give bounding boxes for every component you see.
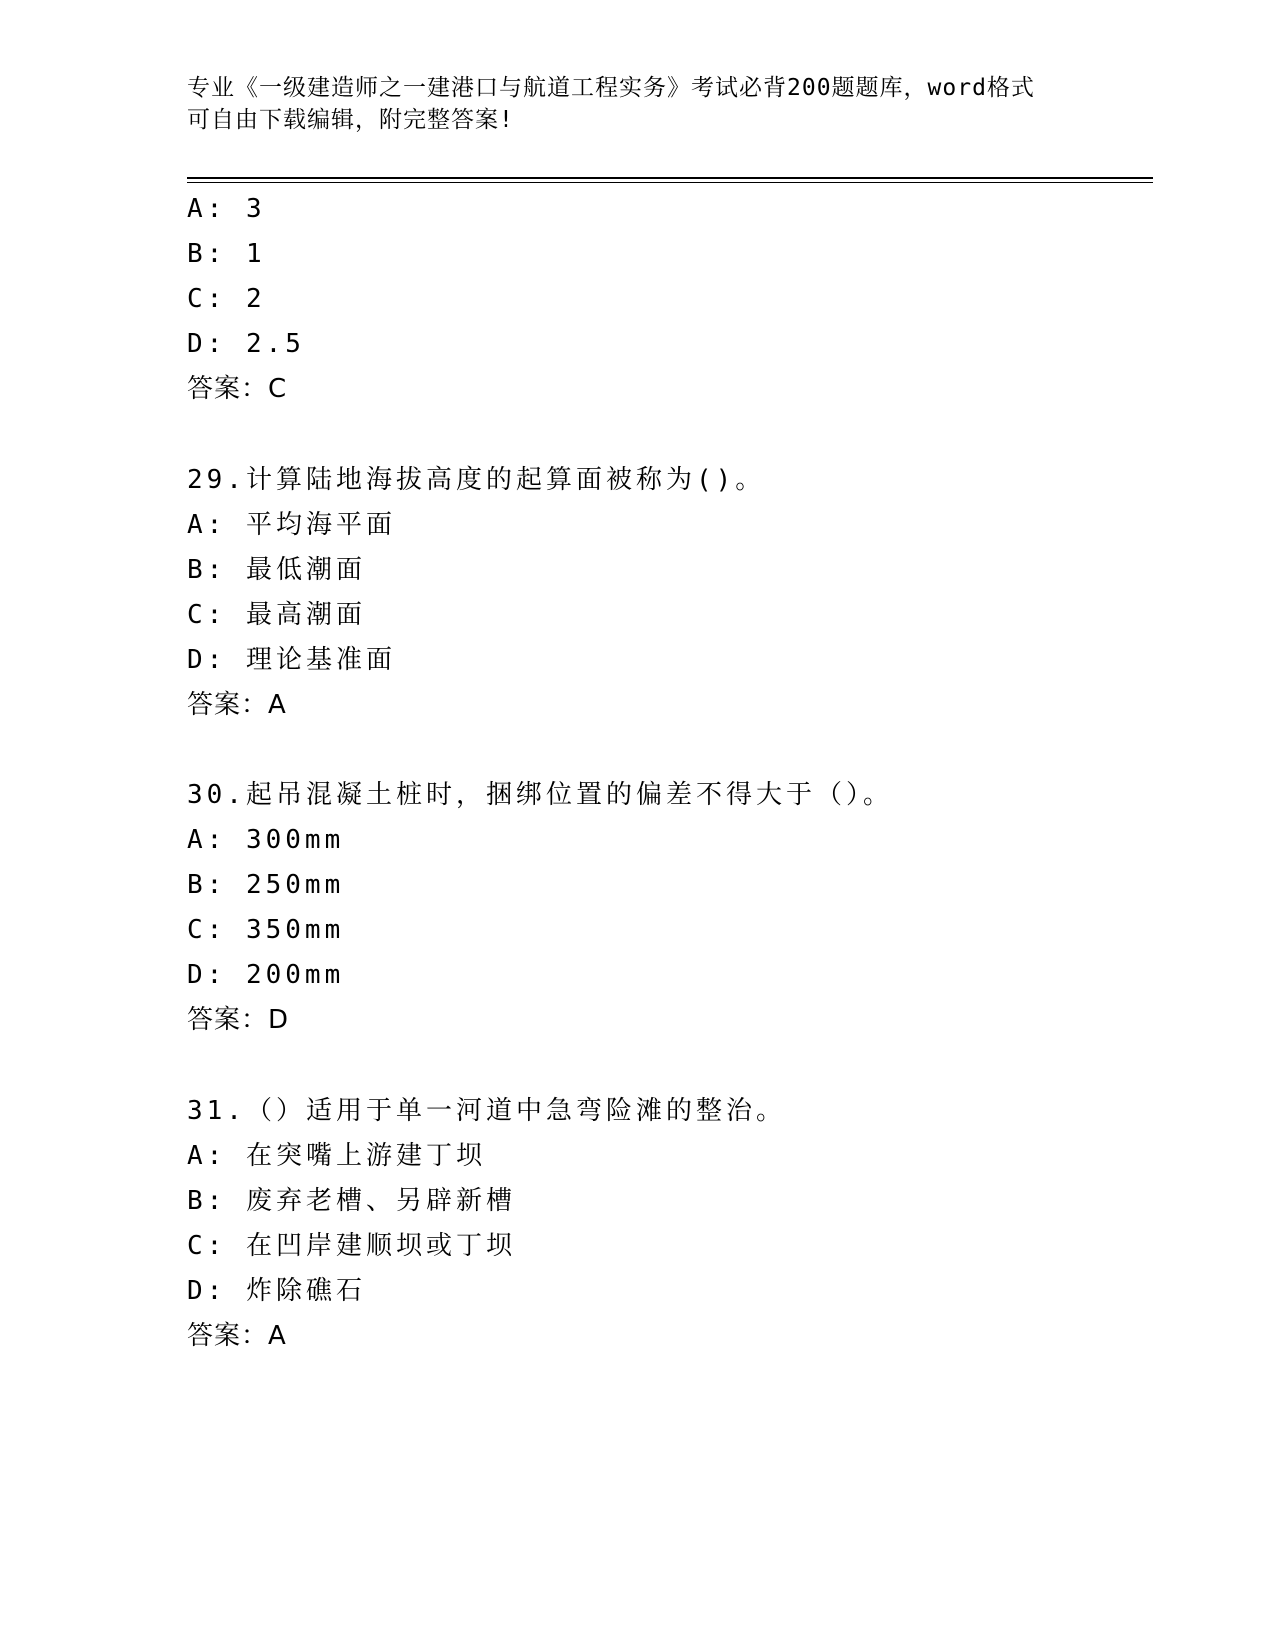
header-divider-thin: [187, 182, 1153, 183]
q31-question: 31.（）适用于单一河道中急弯险滩的整治。: [187, 1096, 786, 1126]
q30-answer: 答案：D: [187, 1005, 290, 1035]
header-divider: [187, 177, 1153, 179]
q31-option-c: C: 在凹岸建顺坝或丁坝: [187, 1231, 516, 1261]
q29-question: 29.计算陆地海拔高度的起算面被称为()。: [187, 465, 766, 495]
q31-answer: 答案：A: [187, 1321, 287, 1351]
q28-option-b: B: 1: [187, 239, 266, 269]
q28-answer: 答案：C: [187, 374, 288, 404]
q29-option-d: D: 理论基准面: [187, 645, 396, 675]
q30-option-a: A: 300mm: [187, 825, 345, 855]
header-title-line-2: 可自由下载编辑，附完整答案!: [187, 107, 514, 133]
q28-option-a: A: 3: [187, 194, 266, 224]
q31-option-b: B: 废弃老槽、另辟新槽: [187, 1186, 516, 1216]
q29-option-a: A: 平均海平面: [187, 510, 396, 540]
q31-option-d: D: 炸除礁石: [187, 1276, 366, 1306]
header-title-line-1: 专业《一级建造师之一建港口与航道工程实务》考试必背200题题库，word格式: [187, 75, 1035, 101]
q30-question: 30.起吊混凝土桩时，捆绑位置的偏差不得大于（）。: [187, 780, 893, 810]
q31-option-a: A: 在突嘴上游建丁坝: [187, 1141, 486, 1171]
q30-option-d: D: 200mm: [187, 960, 345, 990]
document-header: [187, 72, 1087, 136]
q30-option-c: C: 350mm: [187, 915, 345, 945]
q29-answer: 答案：A: [187, 690, 287, 720]
q28-option-d: D: 2.5: [187, 329, 305, 359]
q28-option-c: C: 2: [187, 284, 266, 314]
q30-option-b: B: 250mm: [187, 870, 345, 900]
q29-option-b: B: 最低潮面: [187, 555, 366, 585]
q29-option-c: C: 最高潮面: [187, 600, 366, 630]
